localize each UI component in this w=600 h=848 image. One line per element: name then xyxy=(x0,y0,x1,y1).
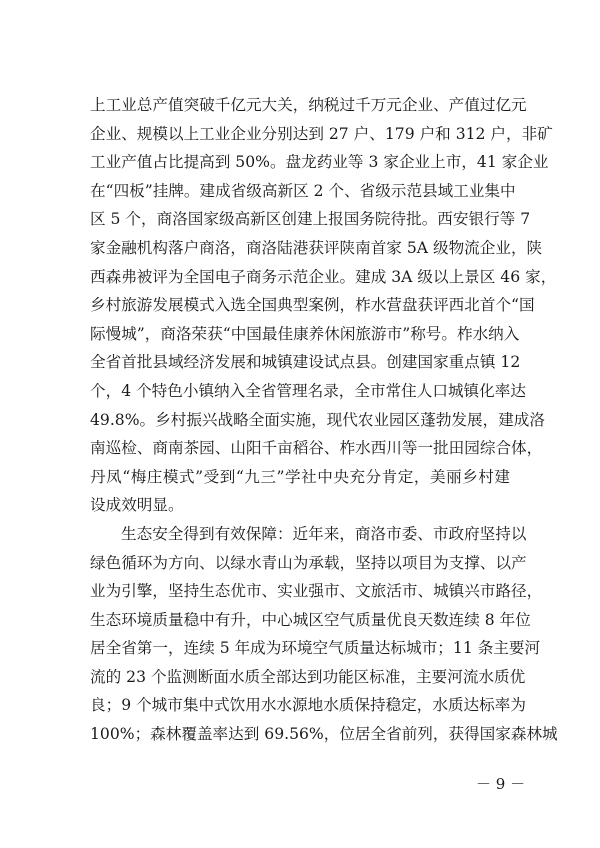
text-line: 家金融机构落户商洛，商洛陆港获评陕南首家 5A 级物流企业，陕 xyxy=(90,238,543,257)
text-line: 际慢城”，商洛荣获“中国最佳康养休闲旅游市”称号。柞水纳入 xyxy=(90,324,520,343)
text-line: 设成效明显。 xyxy=(90,496,184,515)
text-line: 良；9 个城市集中式饮用水水源地水质保持稳定，水质达标率为 xyxy=(90,696,526,715)
text-line: 居全省第一，连续 5 年成为环境空气质量达标城市；11 条主要河 xyxy=(90,639,541,658)
text-line: 流的 23 个监测断面水质全部达到功能区标准，主要河流水质优 xyxy=(90,667,526,686)
text-line: 49.8%。乡村振兴战略全面实施，现代农业园区蓬勃发展，建成洛 xyxy=(90,410,545,429)
text-line: 南巡检、商南茶园、山阳千亩稻谷、柞水西川等一批田园综合体， xyxy=(90,439,543,458)
text-line: 乡村旅游发展模式入选全国典型案例，柞水营盘获评西北首个“国 xyxy=(90,296,535,315)
text-line: 丹凤“梅庄模式”受到“九三”学社中央充分肯定，美丽乡村建 xyxy=(90,467,510,486)
text-line: 上工业总产值突破千亿元大关，纳税过千万元企业、产值过亿元 xyxy=(90,96,527,114)
text-line: 工业产值占比提高到 50%。盘龙药业等 3 家企业上市，41 家企业 xyxy=(90,153,549,172)
paragraph xyxy=(90,520,558,749)
text-line: 区 5 个，商洛国家级高新区创建上报国务院待批。西安银行等 7 xyxy=(90,210,531,229)
text-line: 企业、规模以上工业企业分别达到 27 户、179 户和 312 户，非矿 xyxy=(90,124,553,143)
text-line: 在“四板”挂牌。建成省级高新区 2 个、省级示范县域工业集中 xyxy=(90,181,516,200)
text-line: 全省首批县域经济发展和城镇建设试点县。创建国家重点镇 12 xyxy=(90,353,521,372)
text-line: 西森弗被评为全国电子商务示范企业。建成 3A 级以上景区 46 家， xyxy=(90,267,557,286)
text-line: 业为引擎，坚持生态优市、实业强市、文旅活市、城镇兴市路径， xyxy=(90,582,543,601)
text-line: 生态环境质量稳中有升，中心城区空气质量优良天数连续 8 年位 xyxy=(90,610,531,629)
text-line: 100%；森林覆盖率达到 69.56%，位居全省前列，获得国家森林城 xyxy=(90,725,558,744)
body-text xyxy=(90,91,558,749)
paragraph xyxy=(90,91,557,520)
text-line: 绿色循环为方向、以绿水青山为承载，坚持以项目为支撑、以产 xyxy=(90,553,527,572)
page-number: － 9 － xyxy=(476,775,526,793)
text-line: 个，4 个特色小镇纳入全省管理名录，全市常住人口城镇化率达 xyxy=(90,381,526,400)
text-line: 生态安全得到有效保障：近年来，商洛市委、市政府坚持以 xyxy=(121,524,527,543)
